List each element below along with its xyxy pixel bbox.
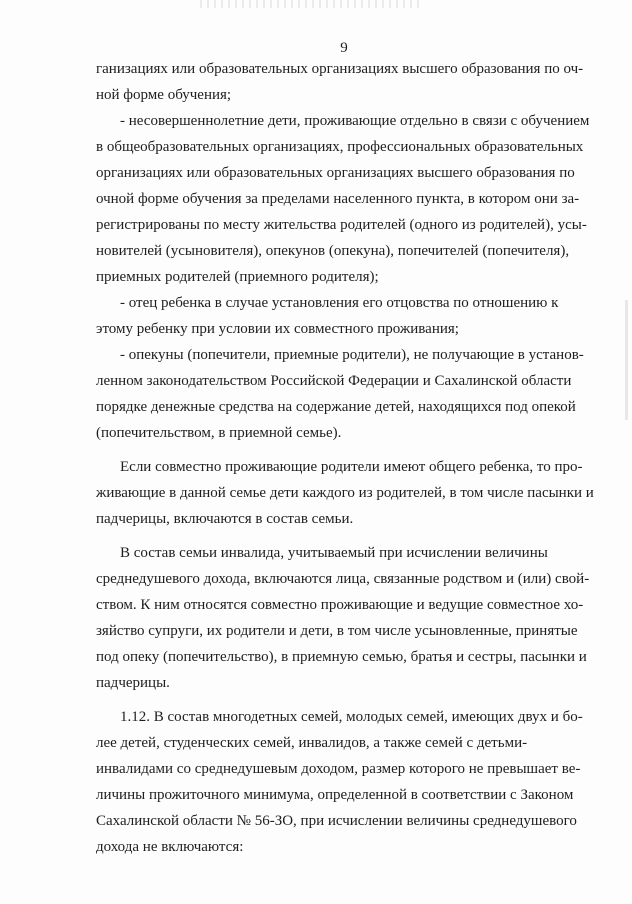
text-line: живающие в данной семье дети каждого из родителей, в том числе пасынки и: [96, 485, 594, 501]
text-line: В состав семьи инвалида, учитываемый при исчислении величины: [120, 545, 548, 561]
paragraph-minors: [96, 108, 596, 290]
text-line: ганизациях или образовательных организациях высшего образования по оч-: [96, 61, 584, 77]
text-line: новителей (усыновителя), опекунов (опекуна), попечителей (попечителя),: [96, 243, 570, 259]
text-line: лее детей, студенческих семей, инвалидов, а также семей с детьми-: [96, 735, 528, 751]
text-line: этому ребенку при условии их совместного проживания;: [96, 321, 459, 337]
paragraph-section-1-12: [96, 704, 596, 860]
paragraph-disabled-family: [96, 540, 596, 696]
text-line: ной форме обучения;: [96, 87, 232, 103]
text-line: ством. К ним относятся совместно проживающие и ведущие совместное хо-: [96, 597, 584, 613]
text-line: - несовершеннолетние дети, проживающие отдельно в связи с обучением: [120, 113, 590, 129]
paragraph-father: [96, 290, 596, 342]
scan-edge-shadow: [625, 300, 628, 420]
text-line: зяйство супруги, их родители и дети, в том числе усыновленные, принятые: [96, 623, 578, 639]
text-line: (попечительством, в приемной семье).: [96, 425, 342, 441]
text-line: инвалидами со среднедушевым доходом, размер которого не превышает ве-: [96, 761, 581, 777]
text-line: среднедушевого дохода, включаются лица, связанные родством и (или) свой-: [96, 571, 590, 587]
page-number: 9: [340, 40, 348, 56]
text-line: приемных родителей (приемного родителя);: [96, 269, 379, 285]
text-line: - отец ребенка в случае установления его отцовства по отношению к: [120, 295, 559, 311]
text-line: организациях или образовательных организациях высшего образования по: [96, 165, 575, 181]
text-line: - опекуны (попечители, приемные родители), не получающие в установ-: [120, 347, 584, 363]
paragraph-common-child: [96, 454, 596, 532]
document-body: [96, 56, 596, 860]
text-line: 1.12. В состав многодетных семей, молодых семей, имеющих двух и бо-: [120, 709, 583, 725]
paragraph-continuation: [96, 56, 596, 108]
text-line: под опеку (попечительство), в приемную семью, братья и сестры, пасынки и: [96, 649, 587, 665]
text-line: падчерицы.: [96, 675, 170, 691]
text-line: личины прожиточного минимума, определенной в соответствии с Законом: [96, 787, 574, 803]
text-line: очной форме обучения за пределами населенного пункта, в котором они за-: [96, 191, 580, 207]
text-line: ленном законодательством Российской Федерации и Сахалинской области: [96, 373, 572, 389]
text-line: падчерицы, включаются в состав семьи.: [96, 511, 354, 527]
paragraph-guardians: [96, 342, 596, 446]
text-line: в общеобразовательных организациях, профессиональных образовательных: [96, 139, 584, 155]
scan-artifact: [200, 0, 420, 8]
text-line: порядке денежные средства на содержание детей, находящихся под опекой: [96, 399, 576, 415]
text-line: Сахалинской области № 56-ЗО, при исчислении величины среднедушевого: [96, 813, 577, 829]
text-line: Если совместно проживающие родители имеют общего ребенка, то про-: [120, 459, 583, 475]
text-line: дохода не включаются:: [96, 839, 244, 855]
text-line: регистрированы по месту жительства родителей (одного из родителей), усы-: [96, 217, 587, 233]
